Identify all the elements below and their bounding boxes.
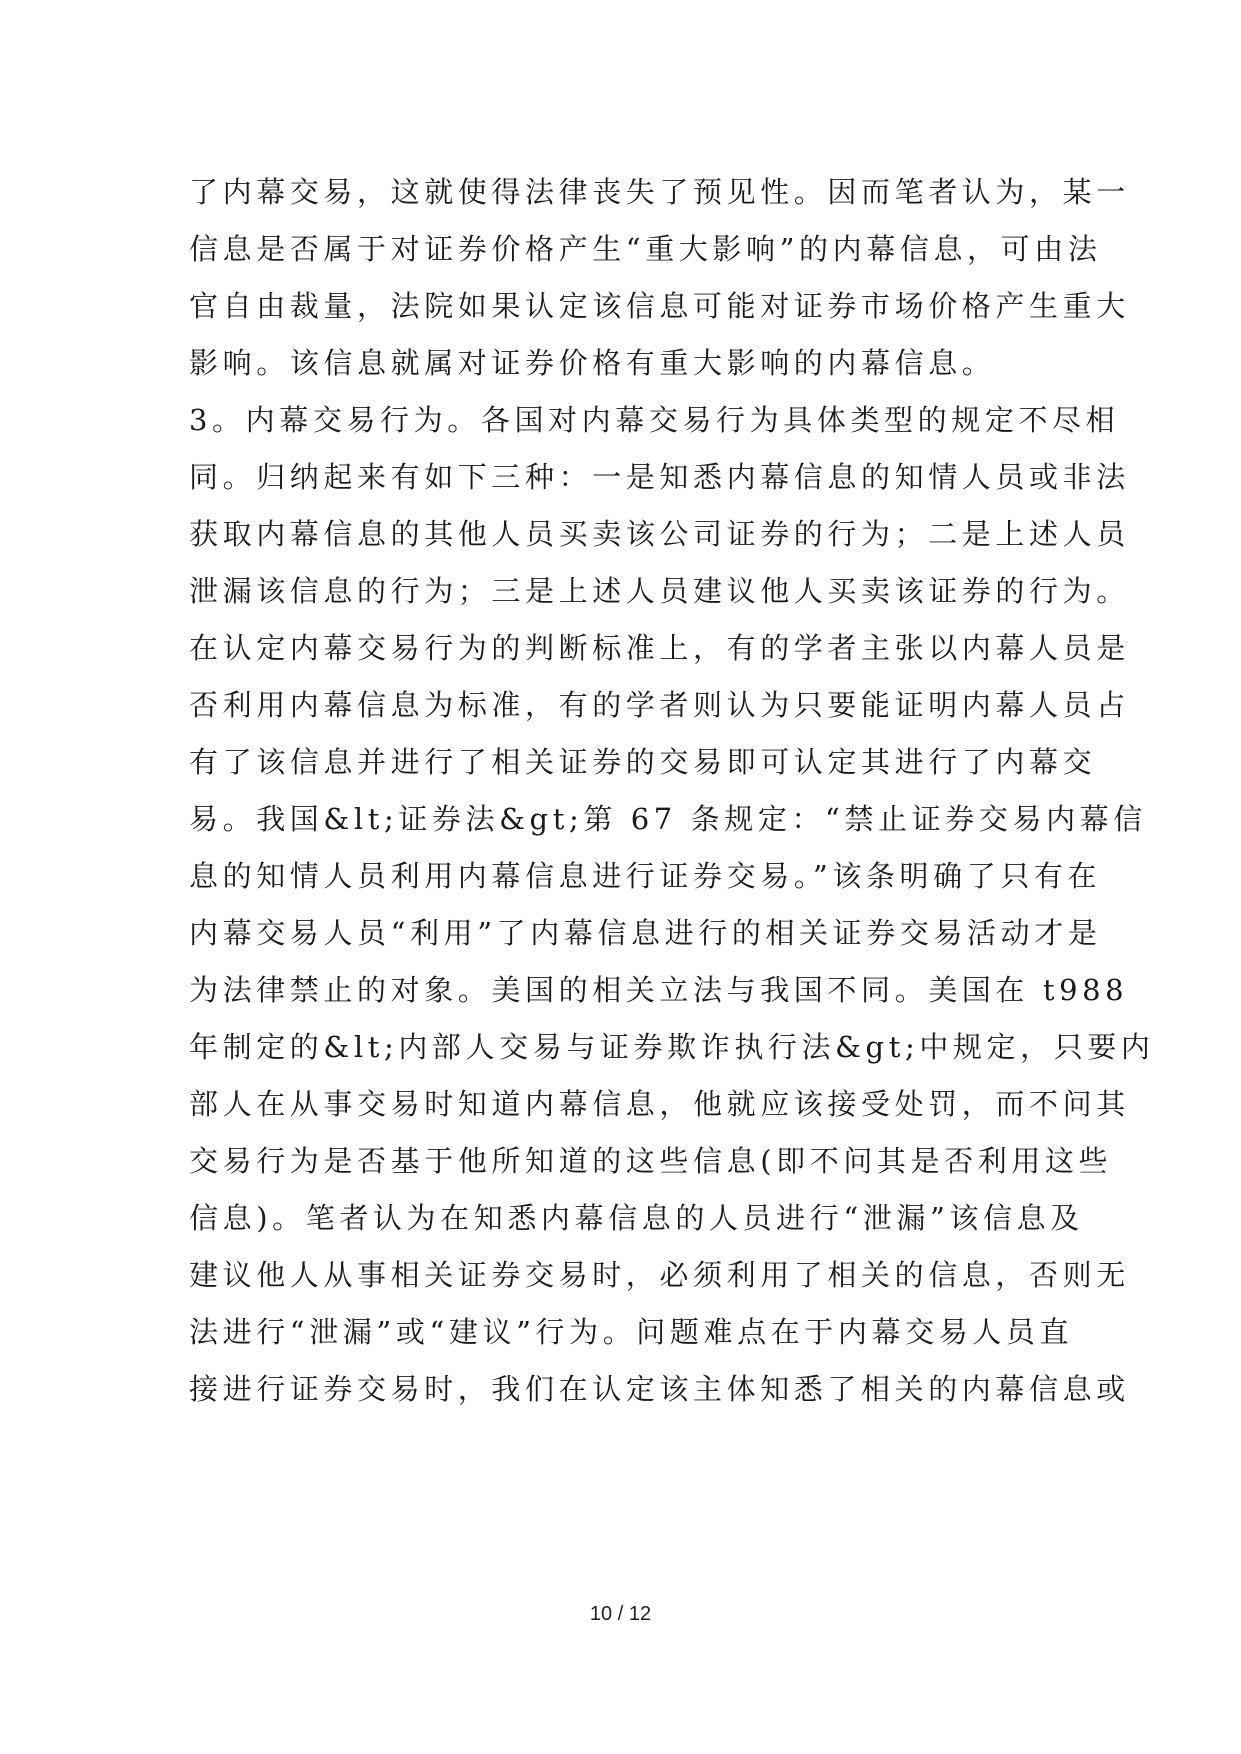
text-line: 否利用内幕信息为标准，有的学者则认为只要能证明内幕人员占 [189,688,1130,722]
text-line: 内幕交易人员“利用”了内幕信息进行的相关证券交易活动才是 [189,916,1102,950]
text-line: 交易行为是否基于他所知道的这些信息(即不问其是否利用这些 [189,1144,1113,1178]
text-line: 建议他人从事相关证券交易时，必须利用了相关的信息，否则无 [189,1258,1130,1292]
text-line: 官自由裁量，法院如果认定该信息可能对证券市场价格产生重大 [189,289,1130,323]
text-line: 同。归纳起来有如下三种：一是知悉内幕信息的知情人员或非法 [189,460,1130,494]
text-line: 接进行证券交易时，我们在认定该主体知悉了相关的内幕信息或 [189,1372,1130,1406]
text-line: 在认定内幕交易行为的判断标准上，有的学者主张以内幕人员是 [189,631,1130,665]
text-line: 信息是否属于对证券价格产生“重大影响”的内幕信息，可由法 [189,232,1102,266]
text-line: 为法律禁止的对象。美国的相关立法与我国不同。美国在 t988 [189,973,1129,1007]
body-text [189,164,1155,1418]
text-line: 法进行“泄漏”或“建议”行为。问题难点在于内幕交易人员直 [189,1315,1074,1349]
text-line: 易。我国&lt;证券法&gt;第 67 条规定：“禁止证券交易内幕信 [189,802,1147,836]
text-line: 影响。该信息就属对证券价格有重大影响的内幕信息。 [189,346,996,380]
text-line: 有了该信息并进行了相关证券的交易即可认定其进行了内幕交 [189,745,1097,779]
text-line: 3。内幕交易行为。各国对内幕交易行为具体类型的规定不尽相 [189,403,1120,437]
text-line: 获取内幕信息的其他人员买卖该公司证券的行为；二是上述人员 [189,517,1130,551]
text-line: 年制定的&lt;内部人交易与证券欺诈执行法&gt;中规定，只要内 [189,1030,1155,1064]
text-line: 信息)。笔者认为在知悉内幕信息的人员进行“泄漏”该信息及 [189,1201,1084,1235]
text-line: 息的知情人员利用内幕信息进行证券交易。”该条明确了只有在 [189,859,1102,893]
page-number: 10 / 12 [589,1603,652,1625]
text-line: 部人在从事交易时知道内幕信息，他就应该接受处罚，而不问其 [189,1087,1130,1121]
text-line: 了内幕交易，这就使得法律丧失了预见性。因而笔者认为，某一 [189,175,1130,209]
text-line: 泄漏该信息的行为；三是上述人员建议他人买卖该证券的行为。 [189,574,1130,608]
